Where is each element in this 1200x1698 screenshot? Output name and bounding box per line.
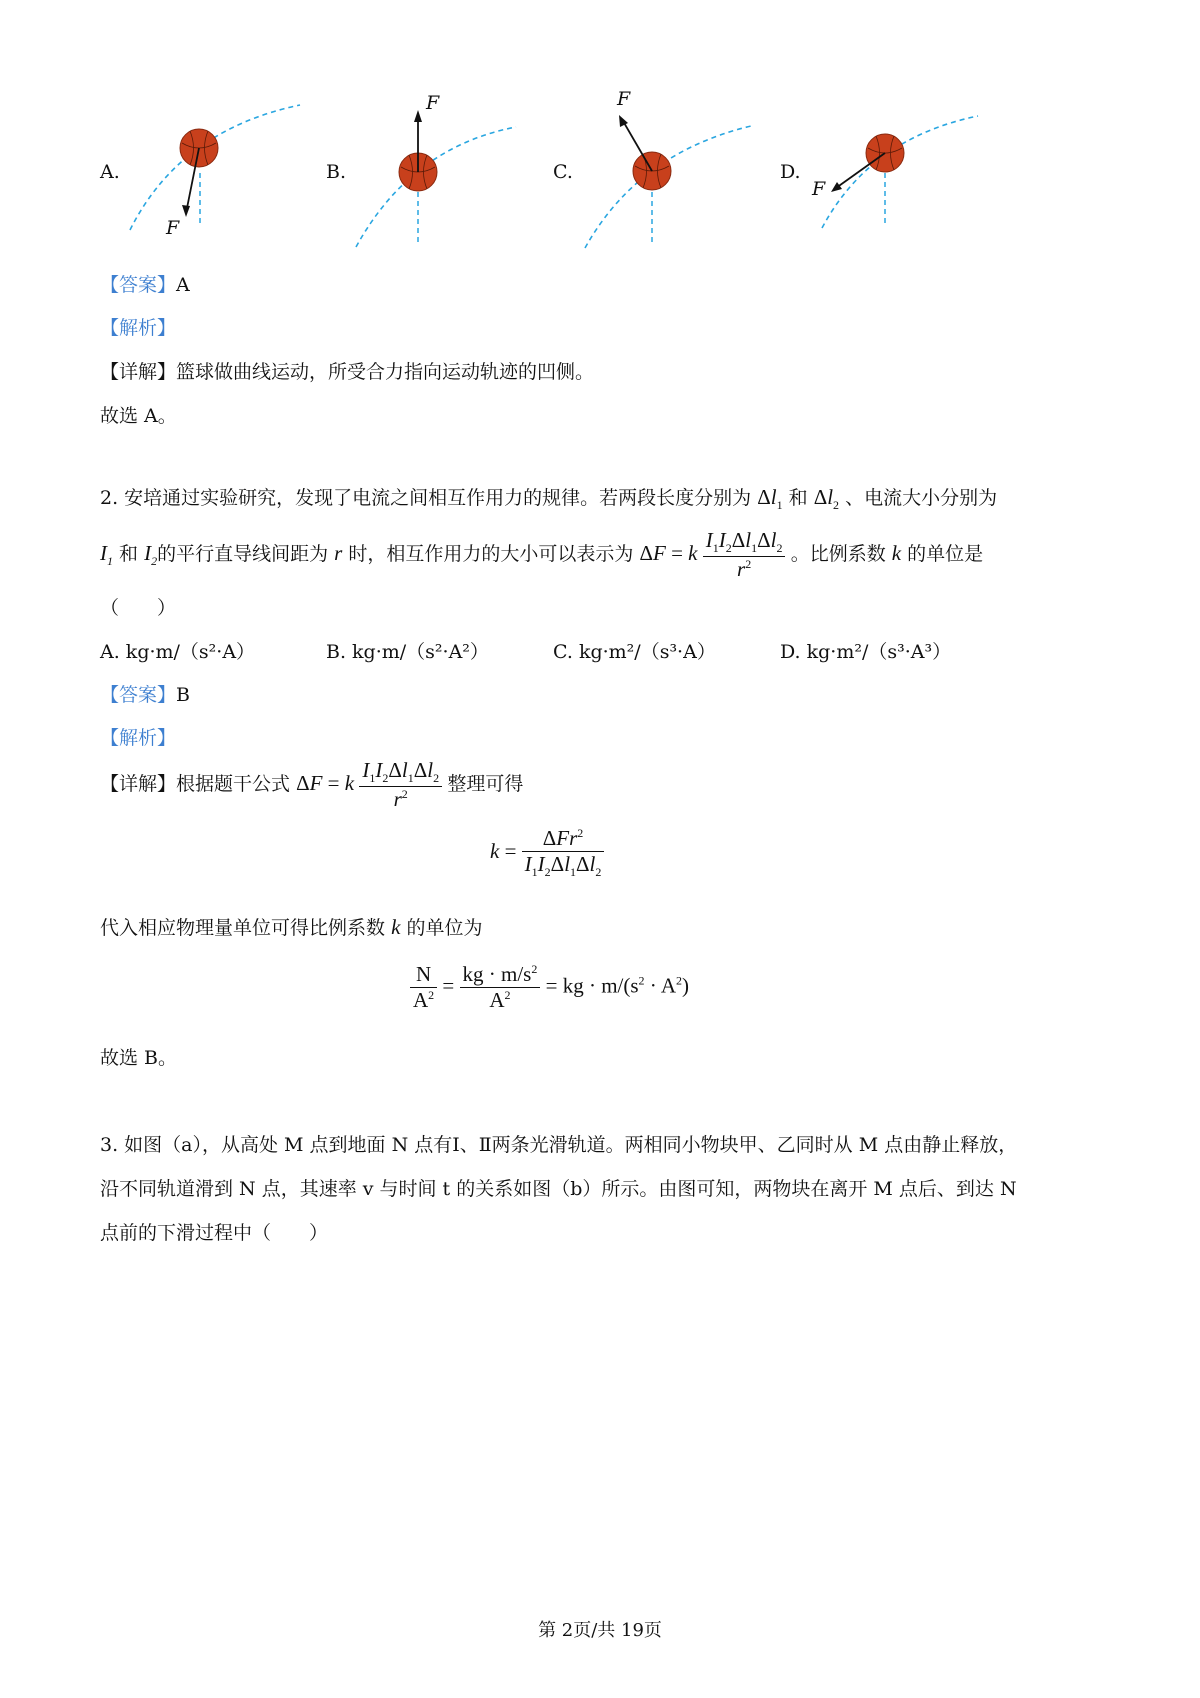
figure-option-b: [326, 92, 546, 252]
k-formula: k = $\frac{\Delta Fr^2}{I_1I_2\Delta l_1\Delta l_2}$: [490, 826, 604, 880]
force-label: F: [617, 88, 631, 110]
answer-tag: 【答案】: [100, 274, 177, 296]
units-text: 的单位为: [406, 917, 483, 939]
q2-stem-line1: [100, 483, 997, 513]
basketball-diagram: [553, 88, 773, 253]
q1-analysis-tag: 【解析】: [100, 317, 177, 339]
q1-detail-line: [100, 357, 594, 384]
stem-text: 。比例系数: [790, 542, 886, 565]
var-r: r: [334, 540, 343, 565]
option-letter: C.: [553, 161, 573, 183]
units-text: 代入相应物理量单位可得比例系数: [100, 917, 386, 939]
option-letter: A.: [100, 161, 120, 183]
force-label: F: [166, 217, 180, 239]
var-i2: $I_2$: [144, 540, 158, 569]
detail-tag: 【详解】: [100, 361, 177, 383]
force-label: F: [426, 92, 440, 114]
q3-line2: 沿不同轨道滑到 N 点，其速率 v 与时间 t 的关系如图（b）所示。由图可知，两物块在离开 M 点后、到达 N: [100, 1178, 1017, 1200]
q3-line1: 3. 如图（a），从高处 M 点到地面 N 点有Ⅰ、Ⅱ两条光滑轨道。两相同小物块甲、乙同时从 M 点由静止释放，: [100, 1134, 1018, 1156]
var-k: k: [391, 915, 401, 939]
stem-text: 时，相互作用力的大小可以表示为: [348, 542, 634, 565]
stem-text: 和: [788, 487, 808, 509]
basketball-diagram: [100, 95, 320, 245]
detail-text: 根据题干公式: [176, 772, 291, 795]
ampere-formula-detail: ΔF = k $\frac{I_1I_2\Delta l_1\Delta l_2}{r^2}$: [296, 771, 447, 795]
force-label: F: [812, 178, 826, 200]
detail-tag: 【详解】: [100, 772, 177, 795]
q2-stem-line3: （ ）: [100, 597, 177, 619]
q2-option-b: B. kg·m/（s²·A²）: [326, 641, 489, 663]
figure-option-a: [100, 95, 320, 245]
basketball-diagram: [780, 108, 1000, 233]
answer-value: B: [176, 684, 190, 706]
var-k: k: [891, 540, 902, 565]
q2-detail-line: [100, 758, 523, 812]
q1-conclusion: 故选 A。: [100, 405, 177, 427]
stem-text: 和: [119, 542, 139, 565]
q3-line3: 点前的下滑过程中（ ）: [100, 1222, 329, 1244]
q2-answer-line: [100, 680, 190, 707]
figure-option-c: [553, 88, 773, 253]
delta-l1: $\Delta l_1$: [757, 485, 783, 513]
q2-conclusion: 故选 B。: [100, 1047, 178, 1069]
q2-option-c: C. kg·m²/（s³·A）: [553, 641, 716, 663]
detail-text: 整理可得: [447, 772, 524, 795]
q2-analysis-tag: 【解析】: [100, 727, 177, 749]
ampere-formula: ΔF = k $\frac{I_1I_2\Delta l_1\Delta l_2}{r^2}$: [639, 541, 790, 565]
q2-stem-line2: [100, 528, 983, 582]
figure-option-d: [780, 108, 1000, 233]
var-i1: $I_1$: [100, 540, 113, 569]
option-letter: B.: [326, 161, 347, 183]
basketball-diagram: [326, 92, 546, 252]
page-footer: 第 2页/共 19页: [538, 1620, 662, 1641]
option-letter: D.: [780, 161, 801, 183]
answer-value: A: [176, 274, 190, 296]
q2-units-intro: [100, 913, 482, 940]
stem-text: 的单位是: [907, 542, 984, 565]
delta-l2: $\Delta l_2$: [813, 485, 840, 513]
detail-text: 篮球做曲线运动，所受合力指向运动轨迹的凹侧。: [176, 361, 595, 383]
stem-text: 的平行直导线间距为: [157, 542, 329, 565]
units-formula: $\frac{N}{A^2}$ = $\frac{kg \cdot m/s^2}{A^2}$ = kg · $m/(s^2 \cdot A^2)$: [410, 962, 689, 1013]
stem-text: 、电流大小分别为: [845, 487, 998, 509]
q2-option-d: D. kg·m²/（s³·A³）: [780, 641, 952, 663]
stem-text: 2. 安培通过实验研究，发现了电流之间相互作用力的规律。若两段长度分别为: [100, 487, 752, 509]
q1-answer-line: [100, 270, 190, 297]
q2-option-a: A. kg·m/（s²·A）: [100, 641, 256, 663]
answer-tag: 【答案】: [100, 684, 177, 706]
